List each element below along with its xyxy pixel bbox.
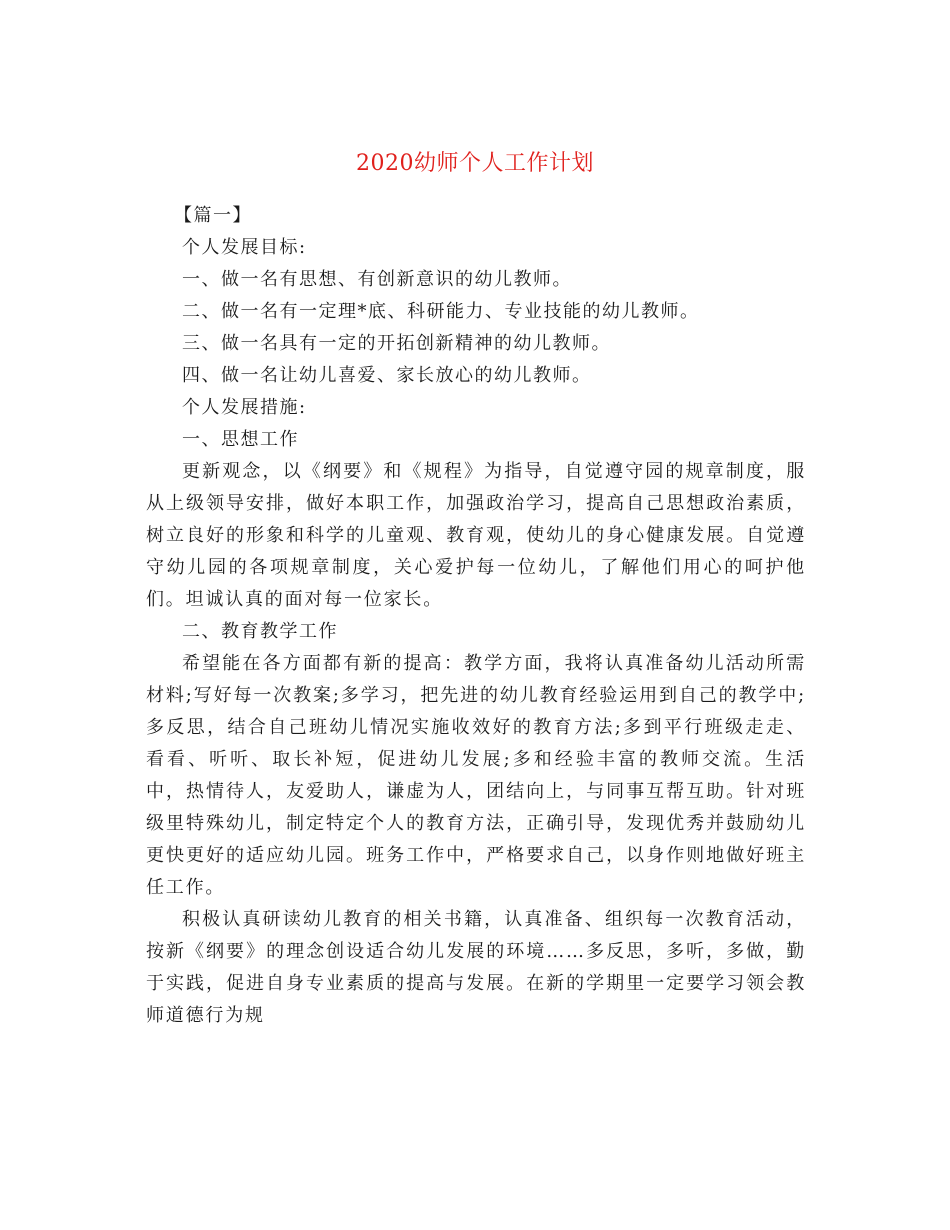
- section-marker: 【篇一】: [174, 205, 252, 226]
- goal-item: 四、做一名让幼儿喜爱、家长放心的幼儿教师。: [182, 365, 592, 386]
- subsection-heading: 二、教育教学工作: [182, 621, 338, 642]
- paragraph: 积极认真研读幼儿教育的相关书籍，认真准备、组织每一次教育活动，按新《纲要》的理念创设适合幼儿发展的环境……多反思，多听，多做，勤于实践，促进自身专业素质的提高与发展。在新的学期里一定要学习领会教师道德行为规: [146, 909, 806, 1026]
- goals-heading: 个人发展目标:: [182, 237, 307, 258]
- document-title: 2020幼师个人工作计划: [356, 151, 594, 176]
- subsection-heading: 一、思想工作: [182, 429, 299, 450]
- paragraph: 更新观念，以《纲要》和《规程》为指导，自觉遵守园的规章制度，服从上级领导安排，做好本职工作，加强政治学习，提高自己思想政治素质，树立良好的形象和科学的儿童观、教育观，使幼儿的身心健康发展。自觉遵守幼儿园的各项规章制度，关心爱护每一位幼儿，了解他们用心的呵护他们。坦诚认真的面对每一位家长。: [146, 461, 806, 610]
- paragraph: 希望能在各方面都有新的提高：教学方面，我将认真准备幼儿活动所需材料;写好每一次教案;多学习，把先进的幼儿教育经验运用到自己的教学中;多反思，结合自己班幼儿情况实施收效好的教育方法;多到平行班级走走、看看、听听、取长补短，促进幼儿发展;多和经验丰富的教师交流。生活中，热情待人，友爱助人，谦虚为人，团结向上，与同事互帮互助。针对班级里特殊幼儿，制定特定个人的教育方法，正确引导，发现优秀并鼓励幼儿更快更好的适应幼儿园。班务工作中，严格要求自己，以身作则地做好班主任工作。: [146, 653, 806, 898]
- goal-item: 二、做一名有一定理*底、科研能力、专业技能的幼儿教师。: [182, 301, 700, 322]
- measures-heading: 个人发展措施:: [182, 397, 307, 418]
- goal-item: 三、做一名具有一定的开拓创新精神的幼儿教师。: [182, 333, 611, 354]
- document-body: [146, 200, 806, 1032]
- goal-item: 一、做一名有思想、有创新意识的幼儿教师。: [182, 269, 572, 290]
